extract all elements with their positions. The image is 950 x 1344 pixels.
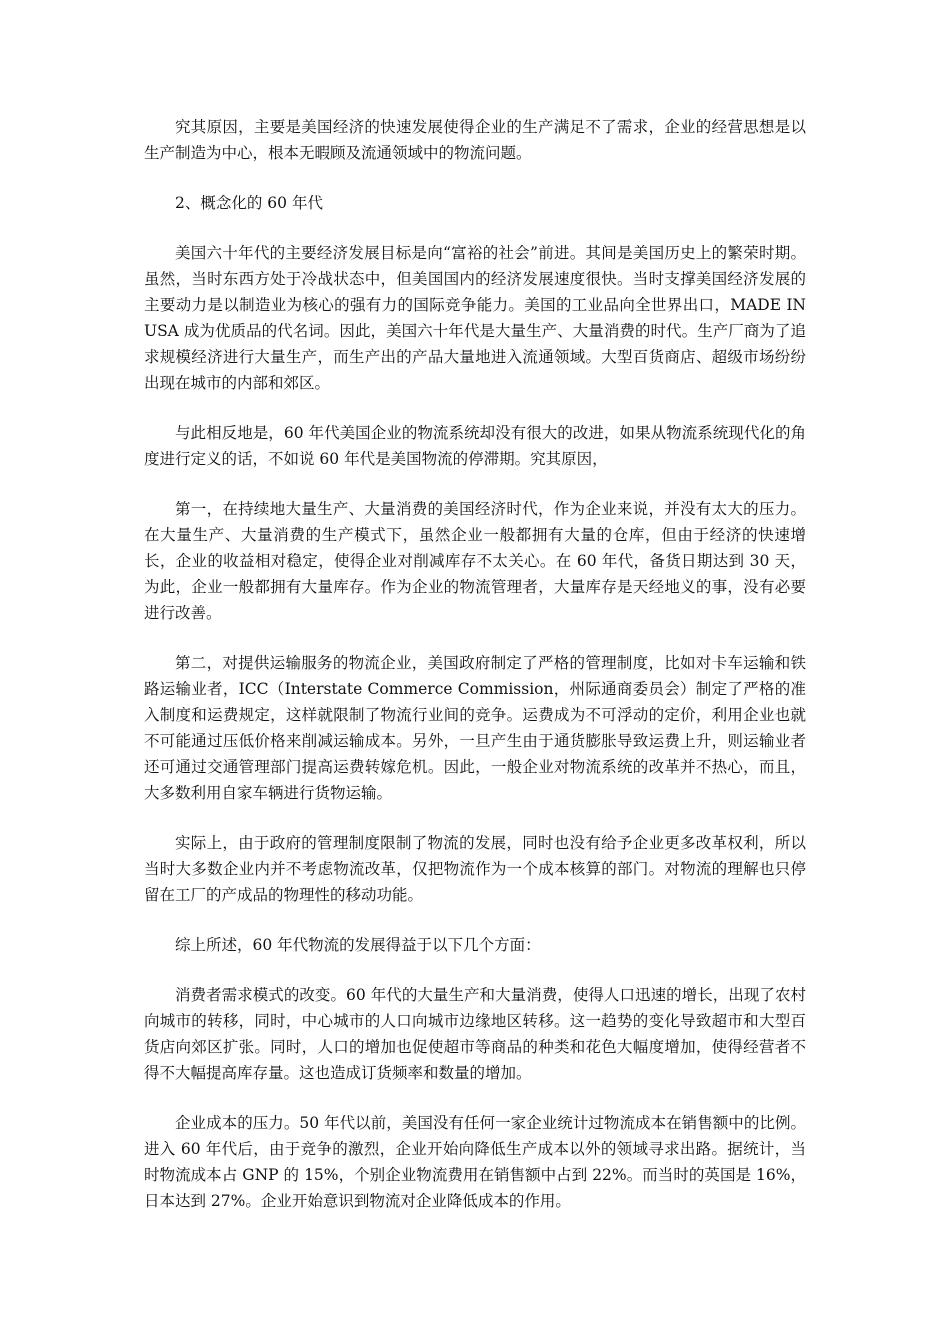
paragraph-cause-summary: 究其原因，主要是美国经济的快速发展使得企业的生产满足不了需求，企业的经营思想是以生产制造为中心，根本无暇顾及流通领域中的物流问题。 xyxy=(144,118,806,162)
paragraph-logistics-stagnation: 与此相反地是，60 年代美国企业的物流系统却没有很大的改进，如果从物流系统现代化的角度进行定义的话，不如说 60 年代是美国物流的停滞期。究其原因， xyxy=(144,424,806,468)
paragraph-summary-intro: 综上所述，60 年代物流的发展得益于以下几个方面： xyxy=(175,936,541,954)
paragraph-consumer-demand: 消费者需求模式的改变。60 年代的大量生产和大量消费，使得人口迅速的增长，出现了农村向城市的转移，同时，中心城市的人口向城市边缘地区转移。这一趋势的变化导致超市和大型百货店向郊区扩张。同时，人口的增加也促使超市等商品的种类和花色大幅度增加，使得经营者不得不大幅提高库存量。这也造成订货频率和数量的增加。 xyxy=(144,986,806,1082)
paragraph-cost-pressure: 企业成本的压力。50 年代以前，美国没有任何一家企业统计过物流成本在销售额中的比例。进入 60 年代后，由于竞争的激烈，企业开始向降低生产成本以外的领域寻求出路。据统计，当时物流成本占 GNP 的 15%，个别企业物流费用在销售额中占到 22%。而当时的英国是 16%，日本达到 27%。企业开始意识到物流对企业降低成本的作用。 xyxy=(144,1114,806,1210)
document-body xyxy=(144,114,806,1238)
paragraph-reason-second: 第二，对提供运输服务的物流企业，美国政府制定了严格的管理制度，比如对卡车运输和铁路运输业者，ICC（Interstate Commerce Commission，州际通商委员会）制定了严格的准入制度和运费规定，这样就限制了物流行业间的竞争。运费成为不可浮动的定价，利用企业也就不可能通过压低价格来削减运输成本。另外，一旦产生由于通货膨胀导致运费上升，则运输业者还可通过交通管理部门提高运费转嫁危机。因此，一般企业对物流系统的改革并不热心，而且，大多数利用自家车辆进行货物运输。 xyxy=(144,654,806,802)
paragraph-regulation-effect: 实际上，由于政府的管理制度限制了物流的发展，同时也没有给予企业更多改革权利，所以当时大多数企业内并不考虑物流改革，仅把物流作为一个成本核算的部门。对物流的理解也只停留在工厂的产成品的物理性的移动功能。 xyxy=(144,834,806,904)
section-heading-60s: 2、概念化的 60 年代 xyxy=(175,194,323,212)
paragraph-60s-economy: 美国六十年代的主要经济发展目标是向“富裕的社会”前进。其间是美国历史上的繁荣时期。虽然，当时东西方处于冷战状态中，但美国国内的经济发展速度很快。当时支撑美国经济发展的主要动力是以制造业为核心的强有力的国际竞争能力。美国的工业品向全世界出口，MADE IN USA 成为优质品的代名词。因此，美国六十年代是大量生产、大量消费的时代。生产厂商为了追求规模经济进行大量生产，而生产出的产品大量地进入流通领域。大型百货商店、超级市场纷纷出现在城市的内部和郊区。 xyxy=(144,244,806,392)
paragraph-reason-first: 第一，在持续地大量生产、大量消费的美国经济时代，作为企业来说，并没有太大的压力。在大量生产、大量消费的生产模式下，虽然企业一般都拥有大量的仓库，但由于经济的快速增长，企业的收益相对稳定，使得企业对削减库存不太关心。在 60 年代，备货日期达到 30 天，为此，企业一般都拥有大量库存。作为企业的物流管理者，大量库存是天经地义的事，没有必要进行改善。 xyxy=(144,500,806,622)
